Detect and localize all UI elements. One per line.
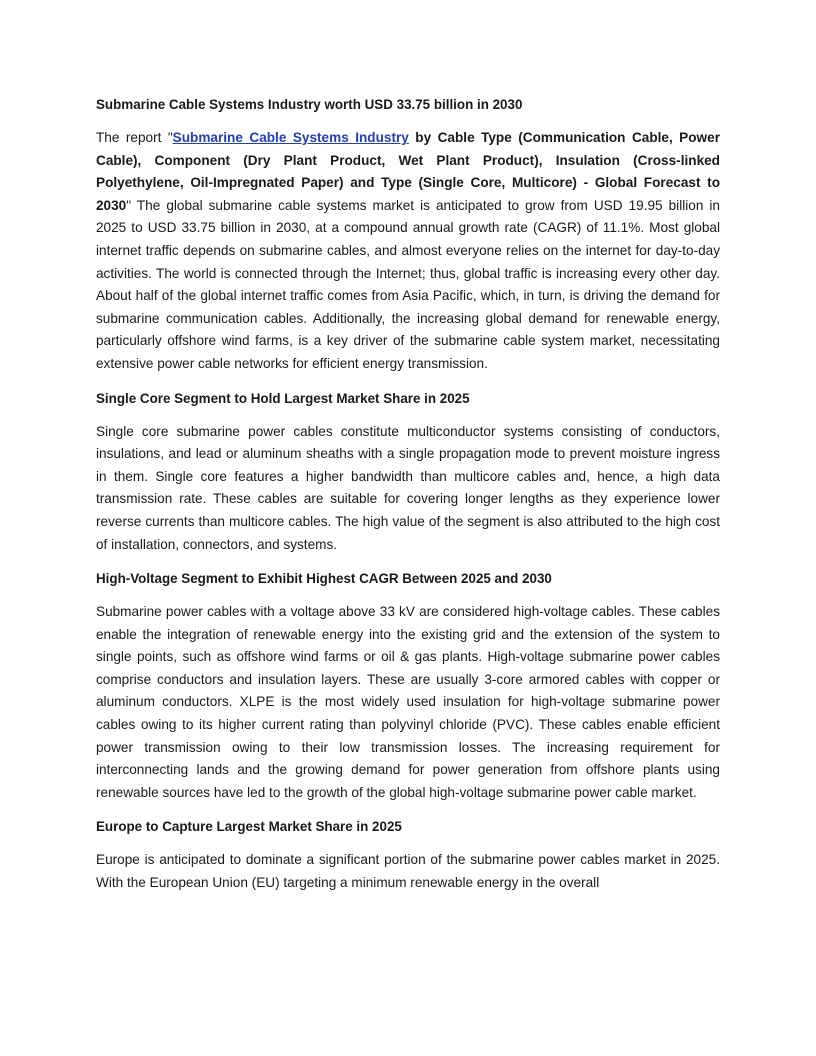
intro-paragraph <box>96 127 720 376</box>
section-text-europe: Europe is anticipated to dominate a significant portion of the submarine power cables market in 2025. With the European Union (EU) targeting a minimum renewable energy in the overall <box>96 852 720 891</box>
report-link[interactable]: Submarine Cable Systems Industry <box>172 130 409 145</box>
document-title: Submarine Cable Systems Industry worth USD 33.75 billion in 2030 <box>96 97 523 112</box>
section-heading-europe: Europe to Capture Largest Market Share in 2025 <box>96 819 402 835</box>
intro-body: " The global submarine cable systems market is anticipated to grow from USD 19.95 billion in 2025 to USD 33.75 billion in 2030, at a compound annual growth rate (CAGR) of 11.1%. Most global internet traffic depends on submarine cables, and almost everyone relies on the internet for day-to-day activities. The world is connected through the Internet; thus, global traffic is increasing every other day. About half of the global internet traffic comes from Asia Pacific, which, in turn, is driving the demand for submarine communication cables. Additionally, the increasing global demand for renewable energy, particularly offshore wind farms, is a key driver of the submarine cable system market, necessitating extensive power cable networks for efficient energy transmission. <box>96 197 720 371</box>
section-heading-high-voltage: High-Voltage Segment to Exhibit Highest CAGR Between 2025 and 2030 <box>96 571 552 587</box>
report-title-bold: by Cable Type (Communication Cable, Power Cable), Component (Dry Plant Product, Wet Plant Product), Insulation (Cross-linked Polyethylene, Oil-Impregnated Paper) and Type (Single Core, Multicore) - Global Forecast to 2030 <box>96 130 720 213</box>
section-text-high-voltage: Submarine power cables with a voltage above 33 kV are considered high-voltage cables. These cables enable the integration of renewable energy into the existing grid and the extension of the system to single points, such as offshore wind farms or oil & gas plants. High-voltage submarine power cables comprise conductors and insulation layers. These are usually 3-core armored cables with copper or aluminum conductors. XLPE is the most widely used insulation for high-voltage submarine power cables owing to its higher current rating than polyvinyl chloride (PVC). These cables enable efficient power transmission owing to their low transmission losses. The increasing requirement for interconnecting lands and the growing demand for power generation from offshore plants using renewable sources have led to the growth of the global high-voltage submarine power cable market. <box>96 604 720 800</box>
section-heading-single-core: Single Core Segment to Hold Largest Market Share in 2025 <box>96 390 470 406</box>
intro-prefix: The report " <box>96 130 173 145</box>
section-text-single-core: Single core submarine power cables constitute multiconductor systems consisting of conductors, insulations, and lead or aluminum sheaths with a single propagation mode to prevent moisture ingress in them. Single core features a higher bandwidth than multicore cables and, hence, a high data transmission rate. These cables are suitable for covering longer lengths as they experience lower reverse currents than multicore cables. The high value of the segment is also attributed to the high cost of installation, connectors, and systems. <box>96 423 720 552</box>
document-page <box>96 94 720 907</box>
